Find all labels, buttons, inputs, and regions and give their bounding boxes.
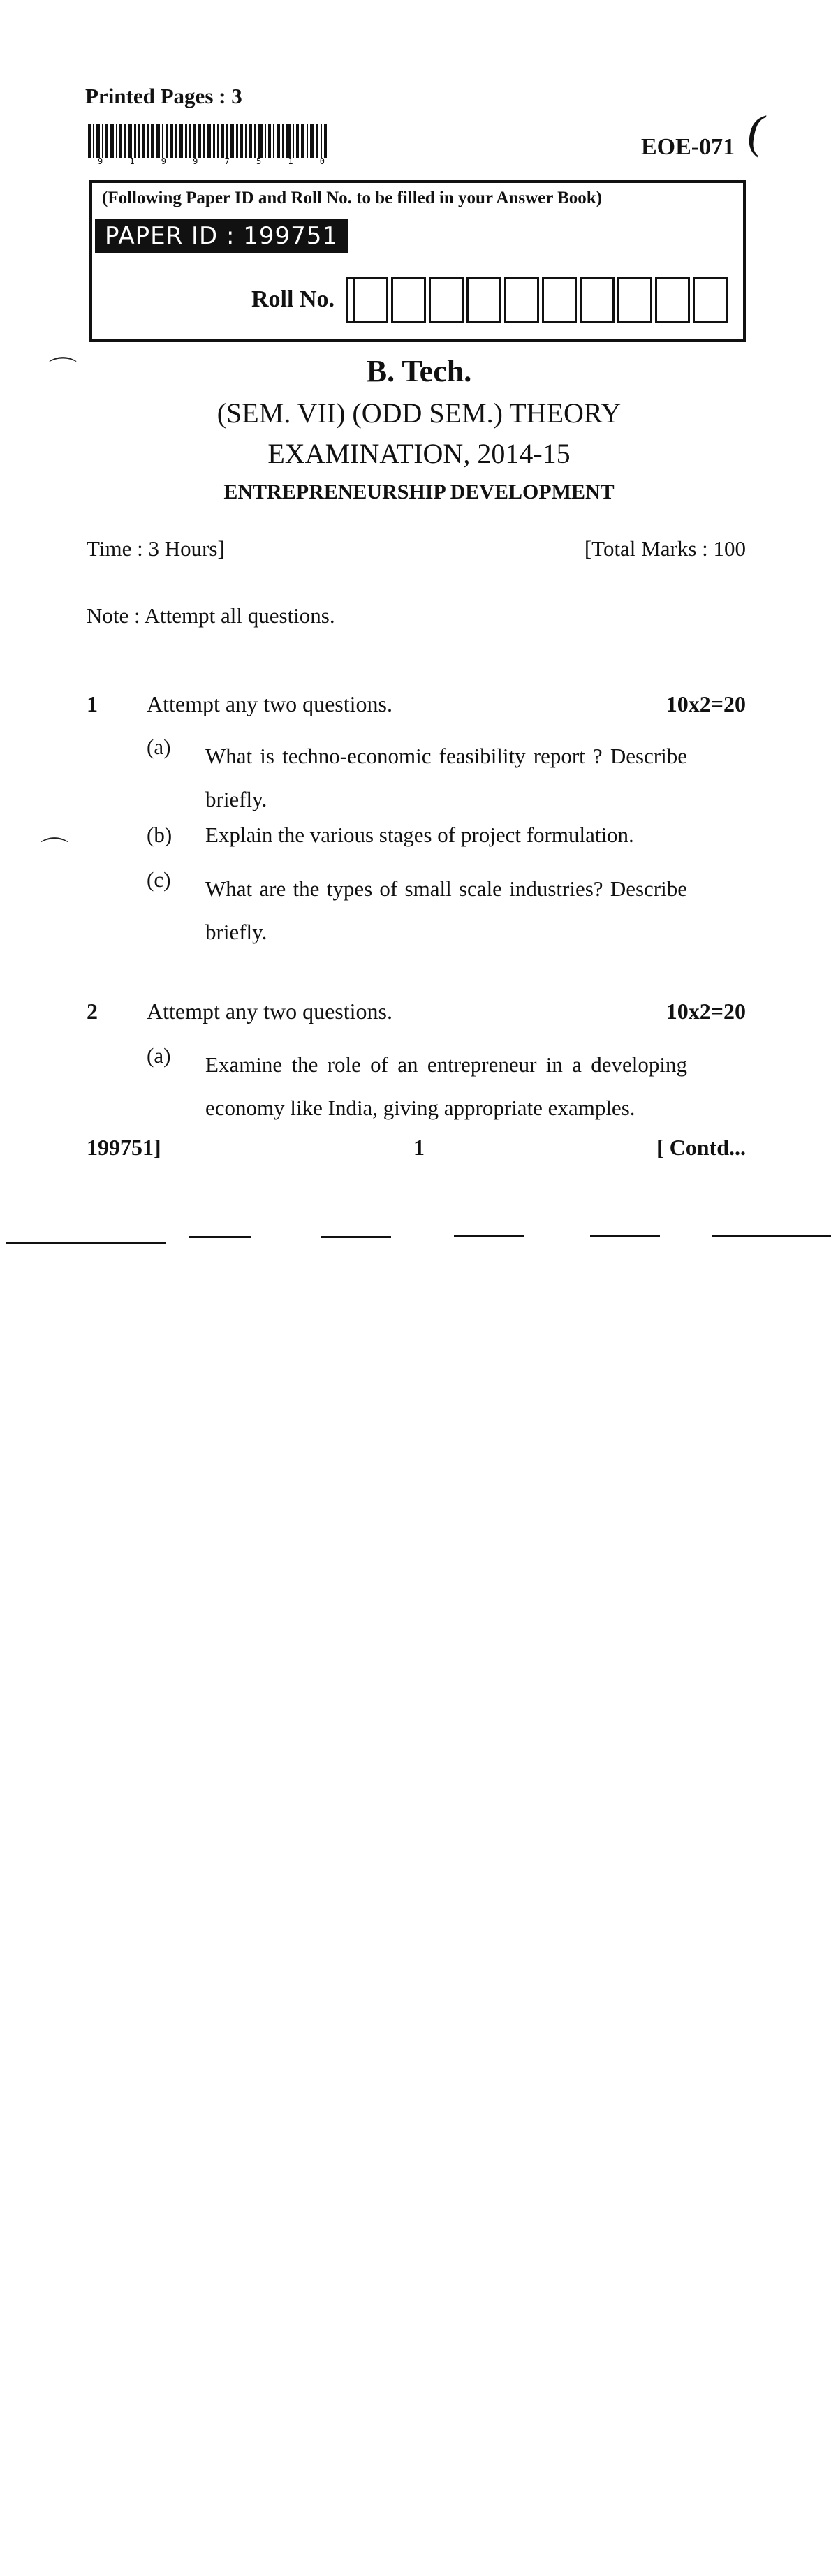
roll-number-box[interactable]	[693, 277, 728, 323]
roll-number-box[interactable]	[353, 277, 388, 323]
question-instruction: Attempt any two questions.	[147, 691, 392, 716]
cut-line-dash	[321, 1236, 391, 1238]
total-marks: [Total Marks : 100	[584, 536, 746, 561]
subject-title: ENTREPRENEURSHIP DEVELOPMENT	[223, 480, 615, 503]
barcode-digits	[98, 156, 325, 166]
option-label: (a)	[147, 735, 171, 759]
question-marks: 10x2=20	[666, 999, 746, 1024]
roll-number-box[interactable]	[466, 277, 501, 323]
scan-artifact-icon: ⌒	[49, 355, 77, 387]
roll-number-boxes	[353, 277, 730, 323]
option-text: Examine the role of an entrepreneur in a developing economy like India, giving appropriate examples.	[205, 1052, 687, 1120]
barcode-digit: 7	[224, 156, 230, 166]
roll-number-box[interactable]	[504, 277, 539, 323]
roll-number-bracket	[346, 277, 353, 323]
roll-number-box[interactable]	[617, 277, 652, 323]
question-number: 2	[87, 999, 98, 1024]
printed-pages: Printed Pages : 3	[85, 84, 242, 108]
option-label: (a)	[147, 1043, 171, 1068]
barcode-digit: 5	[256, 156, 262, 166]
barcode-digit: 1	[129, 156, 135, 166]
cut-line-dash	[590, 1235, 660, 1237]
continued-marker: [ Contd...	[656, 1135, 746, 1160]
option-text: What are the types of small scale industries? Describe briefly.	[205, 876, 687, 944]
scan-artifact-icon: ⌒	[41, 836, 68, 867]
exam-time: Time : 3 Hours]	[87, 536, 225, 561]
barcode-digit: 9	[193, 156, 198, 166]
semester-line: (SEM. VII) (ODD SEM.) THEORY	[216, 397, 622, 429]
option-label: (b)	[147, 823, 172, 847]
exam-note: Note : Attempt all questions.	[87, 603, 335, 628]
question-number: 1	[87, 691, 98, 716]
pen-mark-icon: (	[743, 103, 770, 159]
question-marks: 10x2=20	[666, 691, 746, 716]
option-text: Explain the various stages of project formulation.	[205, 823, 634, 847]
examination-line: EXAMINATION, 2014-15	[267, 438, 571, 469]
barcode-digit: 9	[161, 156, 167, 166]
roll-number-label: Roll No.	[251, 286, 335, 312]
id-box-instruction: (Following Paper ID and Roll No. to be filled in your Answer Book)	[102, 189, 603, 207]
cut-line-dash	[454, 1235, 524, 1237]
paper-code: EOE-071	[641, 134, 735, 160]
barcode-digit: 0	[319, 156, 325, 166]
roll-number-box[interactable]	[391, 277, 426, 323]
cut-line-dash	[189, 1236, 251, 1238]
option-text: What is techno-economic feasibility report ? Describe briefly.	[205, 744, 687, 811]
option-label: (c)	[147, 867, 171, 892]
roll-number-box[interactable]	[429, 277, 464, 323]
roll-number-box[interactable]	[580, 277, 615, 323]
barcode-digit: 1	[288, 156, 293, 166]
footer-paper-id: 199751]	[87, 1135, 161, 1160]
cut-line-dash	[712, 1235, 831, 1237]
barcode-digit: 9	[98, 156, 103, 166]
degree-title: B. Tech.	[366, 354, 472, 388]
page-number: 1	[413, 1135, 425, 1160]
barcode-image	[88, 124, 327, 158]
cut-line-dash	[6, 1242, 166, 1244]
roll-number-box[interactable]	[542, 277, 577, 323]
paper-id-label: PAPER ID : 199751	[95, 219, 348, 253]
roll-number-box[interactable]	[655, 277, 690, 323]
question-instruction: Attempt any two questions.	[147, 999, 392, 1024]
